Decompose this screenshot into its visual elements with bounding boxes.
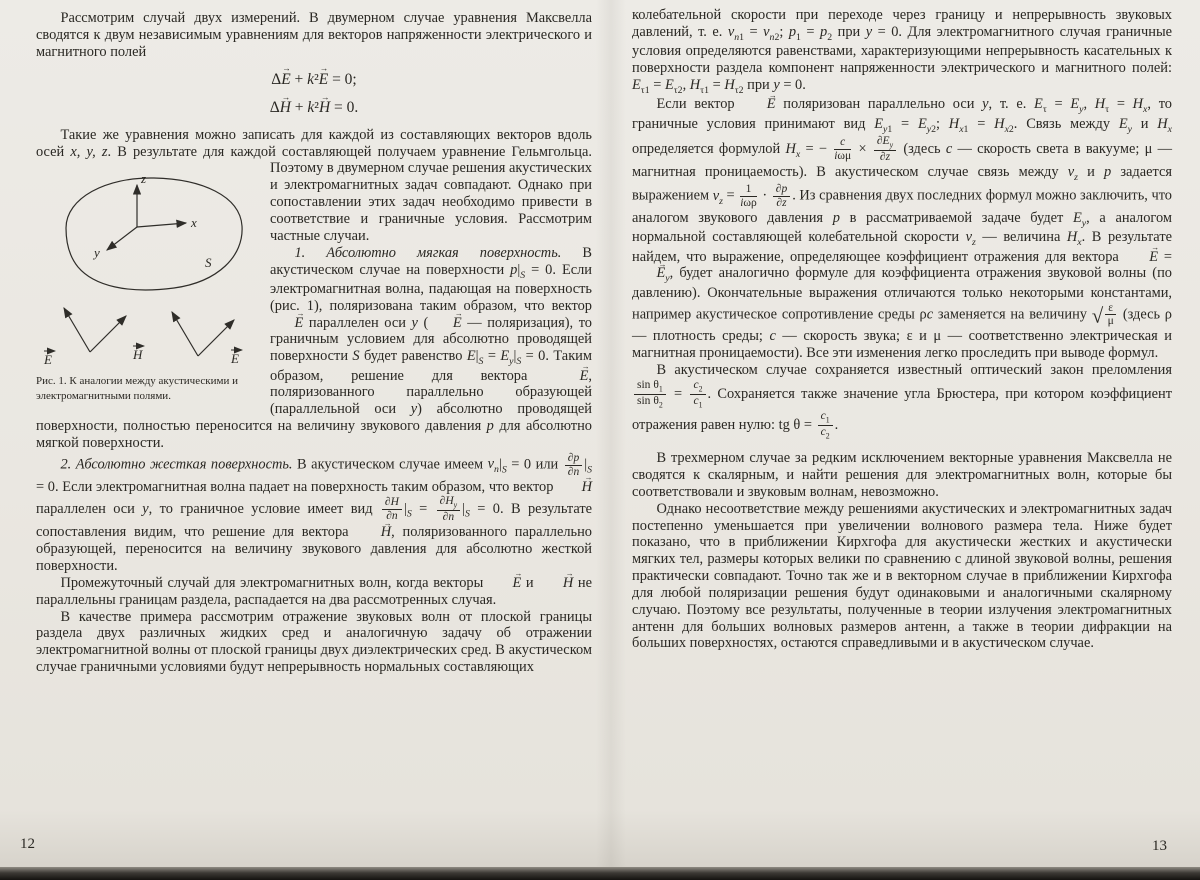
figure-1-caption: Рис. 1. К аналогии между акустическими и электромагнитными полями. xyxy=(36,375,238,402)
scan-edge-shadow xyxy=(0,867,1200,880)
vector-h-label: H xyxy=(133,347,143,363)
page-number-left: 12 xyxy=(20,836,35,852)
paragraph-text: решения акустических и электромагнитных задач совпадают. Однако при сопоставлении этих задач необходимо привести в соответствие и граничные условия. Рассмотрим частные случаи. xyxy=(270,160,592,244)
equation-helmholtz-h: ΔH → + k²H → = 0. xyxy=(36,99,592,117)
paragraph: Однако несоответствие между решениями акустических и электромагнитных задач постепенно уменьшается при увеличении волнового размера тела. Ниже будет показано, что в приближении Кирхгофа для акустически жестких и акустически мягких тел, размеры которых велики по сравнению с длиной звуковой волны, решения практически совпадают. Точно так же и в векторном случае в приближении Кирхгофа для любой поляризации решения будут одинаковыми и аналогичными скалярному случаю. Поэтому все результаты, полученные в теории излучения электромагнитных антенн для больших волновых размеров антенн, а также в теории дифракции на больших поверхностях, остаются справедливыми и в акустическом случае. xyxy=(632,500,1172,652)
page-number-right: 13 xyxy=(1152,838,1167,854)
vector-e-label: E xyxy=(44,352,52,368)
axis-y xyxy=(107,227,137,250)
axis-x xyxy=(137,223,186,227)
page-12 xyxy=(36,10,592,676)
paragraph: В качестве примера рассмотрим отражение звуковых волн от плоской границы раздела двух различных жидких сред и аналогичную задачу об отражении электромагнитной волны от плоской границы двух диэлектрических сред. В акустическом случае граничными условиями будут непрерывность нормальных составляющих xyxy=(36,608,592,676)
figure-1-diagram xyxy=(36,164,254,369)
vector-e2-label: E xyxy=(231,351,239,367)
axis-z-label: z xyxy=(141,171,147,187)
axis-y-label: y xyxy=(94,245,100,261)
paragraph: Рассмотрим случай двух измерений. В двумерном случае уравнения Максвелла сводятся к двум независимым уравнениям для векторов напряженности электрического и магнитного полей xyxy=(36,10,592,60)
paragraph-soft-surface: 1. Абсолютно мягкая поверхность. В акустическом случае на поверхности $p|_S = 0$. Если электромагнитная волна, падающая на поверхность (рис. 1), поляризована таким образом, что вектор E → параллелен оси y ( E → — поляризация), то граничным условием для абсолютно проводящей поверхности S будет равенство $E|_S = E_y|_S = 0$. Таким образом, решение для вектора E →, поляризованного параллельно образующей (параллельной оси y) абсолютно проводящей поверхности, полностью переносится на величину звукового давления p для абсолютно мягкой поверхности. xyxy=(36,245,592,452)
paragraph: В акустическом случае сохраняется известный оптический закон преломления $\frac{\sin \theta_1}{\sin \theta_2}$ = $\frac{c_2}{c_1}$ . Сохраняется также значение угла Брюстера, при котором коэффициент отражения равен нулю: tg θ = $\frac{c_1}{c_2}$ . xyxy=(632,362,1173,441)
ray-h-right xyxy=(172,312,198,356)
equation-helmholtz-e: ΔE → + k²E → = 0; xyxy=(36,71,592,89)
paragraph: В трехмерном случае за редким исключением векторные уравнения Максвелла не сводятся к скалярным, и найти решения для электромагнитных волн, которые бы соответствовали и звуковым волнам, невозможно. xyxy=(632,450,1172,500)
page-gutter-shading xyxy=(596,0,626,867)
ray-e-right xyxy=(198,320,234,356)
paragraph: Промежуточный случай для электромагнитных волн, когда векторы E → и H → не параллельны границам раздела, распадается на два рассмотренных случая. xyxy=(36,575,592,609)
surface-blob xyxy=(66,178,242,290)
surface-label: S xyxy=(205,255,212,271)
ray-h-left xyxy=(90,316,126,352)
figure-1 xyxy=(36,164,256,403)
axis-x-label: x xyxy=(191,215,197,231)
paragraph-text: Такие же уравнения можно записать для каждой из составляющих векторов вдоль осей x, y, z. В результате для каждой составляющей получаем уравнение Гельмгольца. Поэтому в двумерном случае xyxy=(36,126,592,177)
page-13 xyxy=(632,7,1172,652)
paragraph: Если вектор E → поляризован параллельно оси y, т. е. $E_\tau = E_y$, $H_\tau = H_x$, то граничные условия принимают вид $E_{y1} = E_{y2}$; $H_{x1} = H_{x2}$. Связь между $E_y$ и $H_x$ определяется формулой $H_x$ = − c iωμ × $\frac{\partial E_y}{\partial z}$ (здесь c — скорость света в вакууме; μ — магнитная проницаемость). В акустическом случае связь между $v_z$ и p задается выражением $v_z$ = 1 iωρ · $\frac{\partial p}{\partial z}$ . Из сравнения двух последних формул можно заключить, что аналогом звукового давления p в рассматриваемой задаче будет $E_y$, а аналогом нормальной составляющей колебательной скорости $v_z$ — величина $H_x$. В результате найдем, что выражение, определяющее коэффициент отражения для вектора E → = $E \to_y$, будет аналогично формуле для коэффициента отражения звуковой волны (по давлению). Окончательные выражения отличаются только некоторыми константами, например акустическое сопротивление среды ρc заменяется на величину √ $\frac{\varepsilon}{\mu}$ (здесь ρ — плотность среды; c — скорость звука; ε и μ — соответственно электрическая и магнитная проницаемости). Все эти изменения легко проследить при выводе формул. xyxy=(632,96,1172,362)
paragraph-rigid-surface: 2. Абсолютно жесткая поверхность. В акустическом случае имеем $v_n|_S = 0$ или $\frac{\partial p}{\partial n}$ $|_S = 0$. Если электромагнитная волна падает на поверхность таким образом, что вектор H → параллелен оси y, то граничное условие имеет вид $\frac{\partial H}{\partial n}$ $|_S$ = $\frac{\partial H_y}{\partial n}$ $|_S = 0$. В результате сопоставления видим, что решение для вектора H →, поляризованного параллельно образующей, переносится на величину звукового давления для абсолютно жесткой поверхности. xyxy=(36,452,592,575)
paragraph-continuation: колебательной скорости при переходе через границу и непрерывность звуковых давлений, т. е. $v_{n1} = v_{n2}$; $p_1 = p_2$ при y = 0. Для электромагнитного случая граничные условия определяются равенствами, характеризующими непрерывность касательных к поверхности раздела компонент напряженности электрического и магнитного полей: $E_{\tau 1} = E_{\tau 2}$, $H_{\tau 1} = H_{\tau 2}$ при y = 0. xyxy=(632,7,1172,96)
ray-e-left xyxy=(64,308,90,352)
